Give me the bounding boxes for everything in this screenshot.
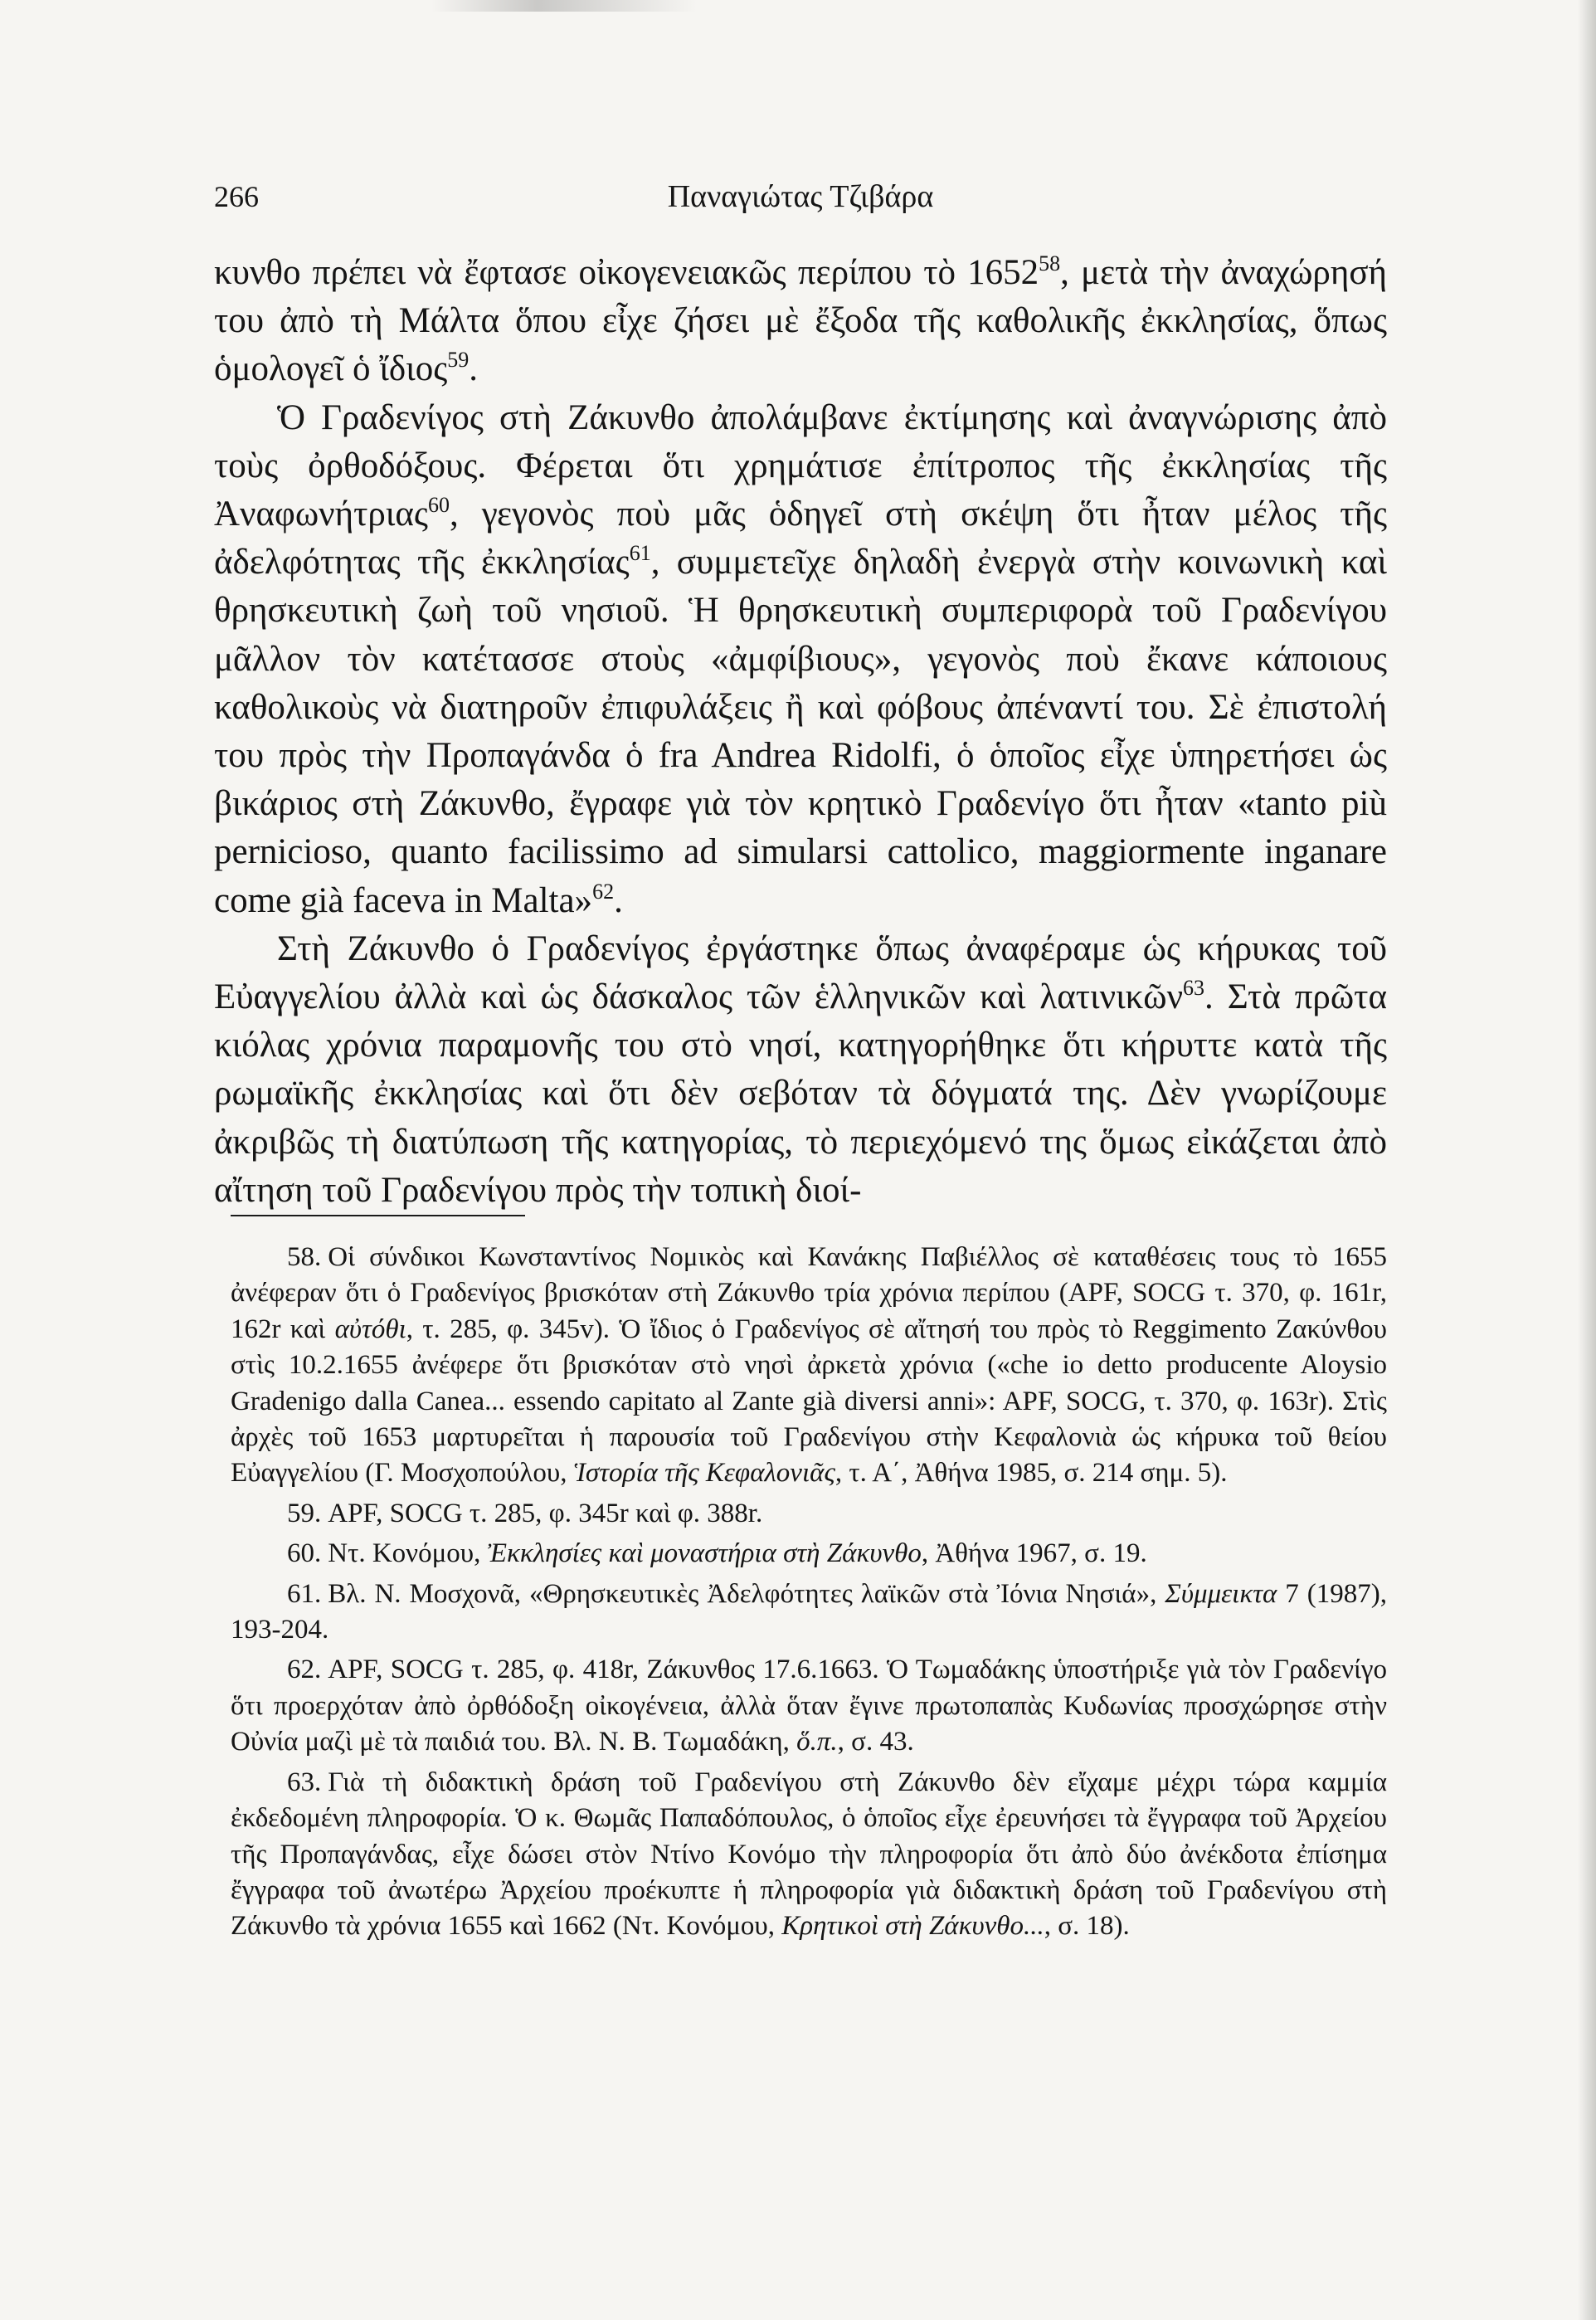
footnote-ref-63[interactable]: 63 (1183, 976, 1205, 1001)
footnote-number: 63. (287, 1767, 322, 1797)
text-run: Γιὰ τὴ διδακτικὴ δράση τοῦ Γραδενίγου στὴ Ζάκυνθο δὲν εἴχαμε μέχρι τώρα καμμία ἐκδεδομένη πληροφορία. Ὁ κ. Θωμᾶς Παπαδόπουλος, ὁ ὁποῖος εἶχε ἐρευνήσει τὰ ἔγγραφα τοῦ Ἀρχείου τῆς Προπαγάνδας, εἶχε δώσει στὸν Ντίνο Κονόμο τὴν πληροφορία ὅτι ἀπὸ δύο ἀνέκδοτα ἐπίσημα ἔγγραφα τοῦ ἀνωτέρω Ἀρχείου προέκυπτε ἡ πληροφορία γιὰ διδακτικὴ δράση τοῦ Γραδενίγου στὴ Ζάκυνθο τὰ χρόνια 1655 καὶ 1662 (Ντ. Κονόμου, (231, 1767, 1387, 1942)
footnote-62 (231, 1652, 1387, 1760)
italic-run: Σύμμεικτα (1165, 1578, 1277, 1609)
text-run: , τ. Α΄, Ἀθήνα 1985, σ. 214 σημ. 5). (834, 1458, 1228, 1489)
text-run: , Ἀθήνα 1967, σ. 19. (921, 1538, 1147, 1569)
text-run: , σ. 18). (1044, 1911, 1130, 1942)
footnote-61 (231, 1577, 1387, 1649)
text-run: Στὴ Ζάκυνθο ὁ Γραδενίγος ἐργάστηκε ὅπως ἀναφέραμε ὡς κήρυκας τοῦ Εὐαγγελίου ἀλλὰ καὶ ὡς δάσκαλος τῶν ἑλληνικῶν καὶ λατινικῶν (214, 928, 1387, 1017)
footnote-59 (231, 1496, 1387, 1532)
text-run: . Στὰ πρῶτα κιόλας χρόνια παραμονῆς του στὸ νησί, κατηγορήθηκε ὅτι κήρυττε κατὰ τῆς ρωμαϊκῆς ἐκκλησίας καὶ ὅτι δὲν σεβόταν τὰ δόγματά της. Δὲν γνωρίζουμε ἀκριβῶς τὴ διατύπωση τῆς κατηγορίας, τὸ περιεχόμενό της ὅμως εἰκάζεται ἀπὸ αἴτηση τοῦ Γραδενίγου πρὸς τὴν τοπικὴ διοί- (214, 977, 1387, 1210)
page-number: 266 (214, 180, 259, 213)
running-title: Παναγιώτας Τζιβάρα (667, 179, 934, 214)
footnote-63 (231, 1765, 1387, 1945)
text-run: Βλ. Ν. Μοσχονᾶ, «Θρησκευτικὲς Ἀδελφότητες λαϊκῶν στὰ Ἰόνια Νησιά», (328, 1578, 1165, 1609)
footnote-number: 58. (287, 1242, 322, 1272)
text-run: . (469, 349, 478, 389)
footnote-60 (231, 1536, 1387, 1572)
page-header (214, 176, 1387, 217)
footnote-ref-58[interactable]: 58 (1039, 251, 1061, 275)
footnote-number: 59. (287, 1498, 322, 1528)
italic-run: αὐτόθι (334, 1314, 406, 1344)
text-run: 7 (1987), 193-204. (231, 1578, 1387, 1645)
text-run: , τ. 285, φ. 345v). Ὁ ἴδιος ὁ Γραδενίγος σὲ αἴτησή του πρὸς τὸ Reggimento Ζακύνθου στὶς 10.2.1655 ἀνέφερε ὅτι βρισκόταν στὸ νησὶ ἀρκετὰ χρόνια («che io detto producente Aloysio Gradenigo dalla Canea... essendo capitato al Zante già diversi anni»: APF, SOCG, τ. 370, φ. 163r). Στὶς ἀρχὲς τοῦ 1653 μαρτυρεῖται ἡ παρουσία τοῦ Γραδενίγου στὴν Κεφαλονιὰ ὡς κήρυκα τοῦ θείου Εὐαγγελίου (Γ. Μοσχοπούλου, (231, 1314, 1387, 1489)
main-text (214, 249, 1387, 1215)
italic-run: Ἱστορία τῆς Κεφαλονιᾶς (573, 1458, 835, 1489)
text-run: APF, SOCG τ. 285, φ. 418r, Ζάκυνθος 17.6.1663. Ὁ Τωμαδάκης ὑποστήριξε γιὰ τὸν Γραδενίγο ὅτι προερχόταν ἀπὸ ὀρθόδοξη οἰκογένεια, ἀλλὰ ὅταν ἔγινε πρωτοπαπὰς Κυδωνίας προσχώρησε στὴν Οὐνία μαζὶ μὲ τὰ παιδιά του. Βλ. Ν. Β. Τωμαδάκη, (231, 1655, 1387, 1757)
footnote-divider (231, 1215, 525, 1216)
footnote-ref-60[interactable]: 60 (427, 493, 450, 518)
text-run: , μετὰ τὴν ἀναχώρησή του ἀπὸ τὴ Μάλτα ὅπου εἶχε ζήσει μὲ ἔξοδα τῆς καθολικῆς ἐκκλησίας, ὅπως ὁμολογεῖ ὁ ἴδιος (214, 253, 1388, 389)
text-run: Ντ. Κονόμου, (328, 1538, 488, 1569)
italic-run: ὅ.π. (796, 1727, 838, 1757)
text-run: κυνθο πρέπει νὰ ἔφτασε οἰκογενειακῶς περίπου τὸ 1652 (214, 253, 1039, 292)
footnote-ref-62[interactable]: 62 (592, 879, 615, 904)
text-run: , συμμετεῖχε δηλαδὴ ἐνεργὰ στὴν κοινωνικὴ καὶ θρησκευτικὴ ζωὴ τοῦ νησιοῦ. Ἡ θρησκευτικὴ συμπεριφορὰ τοῦ Γραδενίγου μᾶλλον τὸν κατέτασσε στοὺς «ἀμφίβιους», γεγονὸς ποὺ ἔκανε κάποιους καθολικοὺς νὰ διατηροῦν ἐπιφυλάξεις ἢ καὶ φόβους ἀπέναντί του. Σὲ ἐπιστολή του πρὸς τὴν Προπαγάνδα ὁ fra Andrea Ridolfi, ὁ ὁποῖος εἶχε ὑπηρετήσει ὡς βικάριος στὴ Ζάκυνθο, ἔγραφε γιὰ τὸν κρητικὸ Γραδενίγο ὅτι ἦταν «tanto più pernicioso, quanto facilissimo ad simularsi cattolico, maggiormente inganare come già faceva in Malta» (214, 543, 1387, 920)
footnote-number: 60. (287, 1538, 322, 1569)
text-run: , γεγονὸς ποὺ μᾶς ὁδηγεῖ στὴ σκέψη ὅτι ἦταν μέλος τῆς ἀδελφότητας τῆς ἐκκλησίας (214, 495, 1387, 582)
footnote-58 (231, 1240, 1387, 1492)
paragraph-3 (214, 925, 1387, 1215)
text-run: Ὁ Γραδενίγος στὴ Ζάκυνθο ἀπολάμβανε ἐκτίμησης καὶ ἀναγνώρισης ἀπὸ τοὺς ὀρθοδόξους. Φέρεται ὅτι χρημάτισε ἐπίτροπος τῆς ἐκκλησίας τῆς Ἀναφωνήτριας (214, 397, 1387, 534)
text-run: APF, SOCG τ. 285, φ. 345r καὶ φ. 388r. (328, 1498, 763, 1528)
text-run: , σ. 43. (837, 1727, 914, 1757)
paragraph-1 (214, 249, 1387, 394)
scan-shadow-right (1578, 0, 1596, 2320)
footnote-number: 62. (287, 1655, 322, 1685)
text-run: . (614, 880, 623, 920)
footnotes (231, 1240, 1387, 1945)
paragraph-2 (214, 394, 1387, 925)
italic-run: Ἐκκλησίες καὶ μοναστήρια στὴ Ζάκυνθο (487, 1538, 922, 1569)
footnote-number: 61. (287, 1578, 322, 1609)
text-run: Οἱ σύνδικοι Κωνσταντίνος Νομικὸς καὶ Κανάκης Παβιέλλος σὲ καταθέσεις τους τὸ 1655 ἀνέφεραν ὅτι ὁ Γραδενίγος βρισκόταν στὴ Ζάκυνθο τρία χρόνια περίπου (APF, SOCG τ. 370, φ. 161r, 162r καὶ (231, 1242, 1387, 1344)
footnote-ref-59[interactable]: 59 (447, 348, 470, 373)
italic-run: Κρητικοὶ στὴ Ζάκυνθο... (781, 1911, 1044, 1942)
scan-shadow-top (431, 0, 697, 12)
footnote-ref-61[interactable]: 61 (629, 541, 651, 566)
